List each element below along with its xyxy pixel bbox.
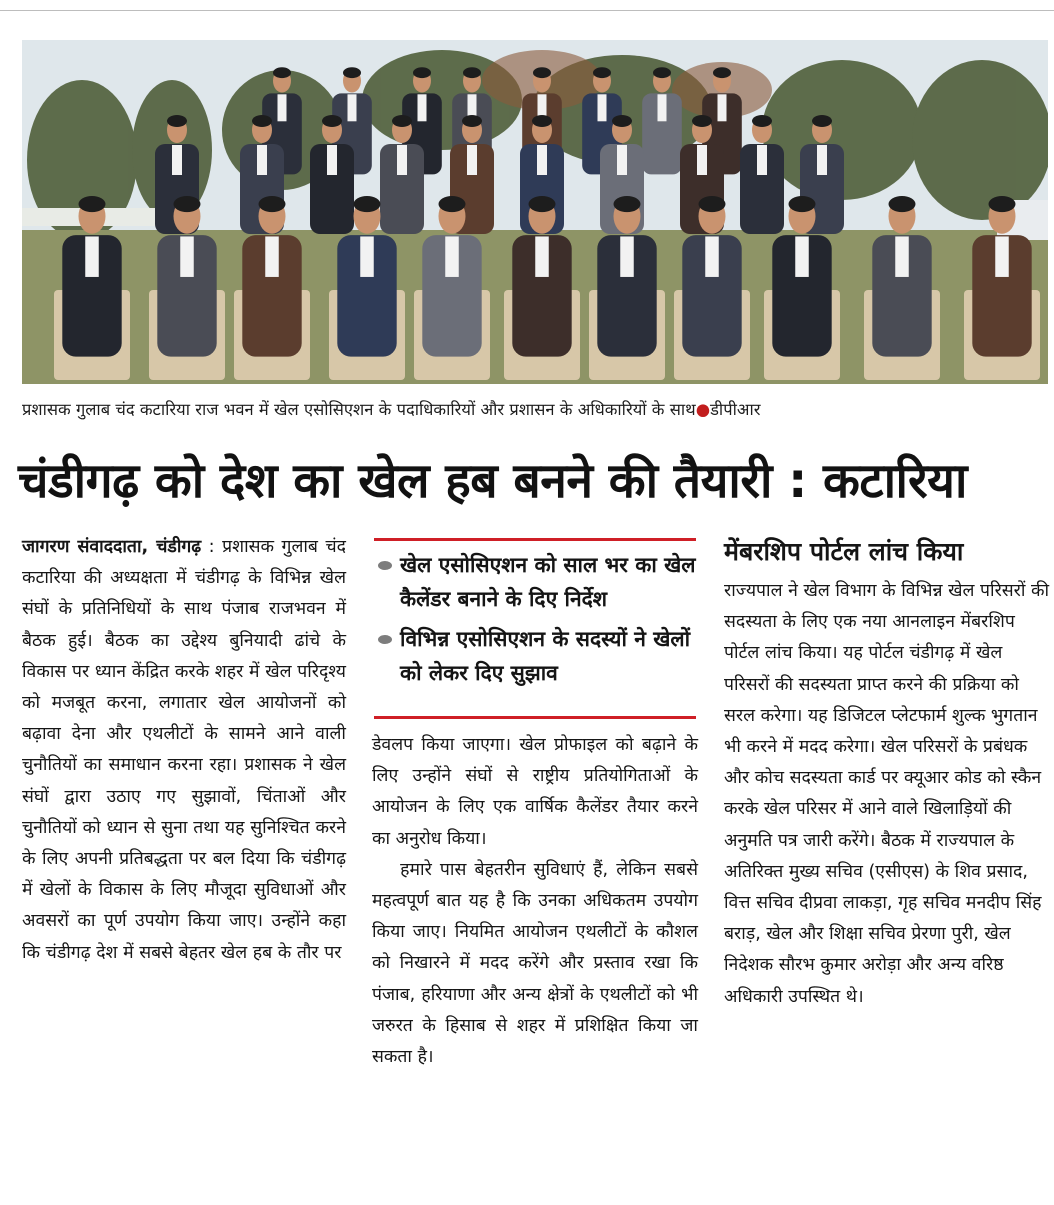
highlight-item <box>374 548 698 616</box>
column-2-paragraph-2: हमारे पास बेहतरीन सुविधाएं हैं, लेकिन सबसे महत्वपूर्ण बात यह है कि उनका अधिकतम उपयोग किया जाए। नियमित आयोजन एथलीटों के कौशल को निखारने में मदद करेंगे और प्रस्ताव रखा कि पंजाब, हरियाणा और अन्य क्षेत्रों के एथलीटों को भी जरुरत के हिसाब से शहर में प्रशिक्षित किया जा सकता है। <box>372 859 698 1068</box>
highlights-bottom-rule <box>374 716 696 719</box>
article-column-3 <box>724 576 1050 1013</box>
caption-bullet-icon: ● <box>695 400 711 419</box>
caption-text: प्रशासक गुलाब चंद कटारिया राज भवन में खेल एसोसिएशन के पदाधिकारियों और प्रशासन के अधिकारियों के साथ <box>22 400 696 419</box>
article-column-2 <box>372 730 698 1073</box>
group-photo-illustration <box>22 40 1048 384</box>
headline: चंडीगढ़ को देश का खेल हब बनने की तैयारी : कटारिया <box>18 453 967 509</box>
column-2-paragraph-1: डेवलप किया जाएगा। खेल प्रोफाइल को बढ़ाने के लिए उन्होंने संघों से राष्ट्रीय प्रतियोगिताओं के आयोजन के लिए एक वार्षिक कैलेंडर तैयार करने का अनुरोध किया। <box>372 735 698 849</box>
bullet-icon <box>378 561 392 570</box>
column-1-text: प्रशासक गुलाब चंद कटारिया की अध्यक्षता में चंडीगढ़ के विभिन्न खेल संघों के प्रतिनिधियों के साथ पंजाब राजभवन में बैठक हुई। बैठक का उद्देश्य बुनियादी ढांचे के विकास पर ध्यान केंद्रित करके शहर में खेल परिदृश्य को मजबूत करना, लगातार खेल आयोजनों को बढ़ावा देना और एथलीटों के सामने आने वाली चुनौतियों का समाधान करना रहा। प्रशासक ने खेल संघों द्वारा उठाए गए सुझावों, चिंताओं और चुनौतियों को ध्यान से सुना तथा यह सुनिश्चित करने के लिए अपनी प्रतिबद्धता पर बल दिया कि चंडीगढ़ में खेलों के विकास के लिए मौजूदा सुविधाओं और अवसरों का पूर्ण उपयोग किया जाए। उन्होंने कहा कि चंडीगढ़ देश में सबसे बेहतर खेल हब के तौर पर <box>22 537 346 963</box>
article-column-1 <box>22 532 346 969</box>
group-photo <box>22 40 1048 384</box>
top-divider <box>0 10 1054 11</box>
highlight-item <box>374 622 698 690</box>
highlights-box <box>374 548 698 690</box>
highlight-text: विभिन्न एसोसिएशन के सदस्यों ने खेलों को लेकर दिए सुझाव <box>400 627 691 685</box>
highlights-top-rule <box>374 538 696 541</box>
bullet-icon <box>378 635 392 644</box>
photo-credit: डीपीआर <box>710 400 761 419</box>
subheading: मेंबरशिप पोर्टल लांच किया <box>724 537 964 566</box>
byline: जागरण संवाददाता, चंडीगढ़ <box>22 537 202 557</box>
photo-caption <box>22 398 1048 422</box>
highlight-text: खेल एसोसिएशन को साल भर का खेल कैलेंडर बनाने के दिए निर्देश <box>400 553 696 611</box>
column-3-paragraph: राज्यपाल ने खेल विभाग के विभिन्न खेल परिसरों की सदस्यता के लिए एक नया आनलाइन मेंबरशिप पोर्टल लांच किया। यह पोर्टल चंडीगढ़ में खेल परिसरों की सदस्यता प्राप्त करने की प्रक्रिया को सरल करेगा। यह डिजिटल प्लेटफार्म शुल्क भुगतान भी करने में मदद करेगा। खेल परिसरों के प्रबंधक और कोच सदस्यता कार्ड पर क्यूआर कोड को स्कैन करके खेल परिसर में आने वाले खिलाड़ियों की अनुमति पत्र जारी करेंगे। बैठक में राज्यपाल के अतिरिक्त मुख्य सचिव (एसीएस) के शिव प्रसाद, वित्त सचिव दीप्रवा लाकड़ा, गृह सचिव मनदीप सिंह बराड़, खेल और शिक्षा सचिव प्रेरणा पुरी, खेल निदेशक सौरभ कुमार अरोड़ा और अन्य वरिष्ठ अधिकारी उपस्थित थे। <box>724 581 1050 1007</box>
column-1-paragraph: जागरण संवाददाता, चंडीगढ़ : प्रशासक गुलाब चंद कटारिया की अध्यक्षता में चंडीगढ़ के विभिन्न खेल संघों के प्रतिनिधियों के साथ पंजाब राजभवन में बैठक हुई। बैठक का उद्देश्य बुनियादी ढांचे के विकास पर ध्यान केंद्रित करके शहर में खेल परिदृश्य को मजबूत करना, लगातार खेल आयोजनों को बढ़ावा देना और एथलीटों के सामने आने वाली चुनौतियों का समाधान करना रहा। प्रशासक ने खेल संघों द्वारा उठाए गए सुझावों, चिंताओं और चुनौतियों को ध्यान से सुना तथा यह सुनिश्चित करने के लिए अपनी प्रतिबद्धता पर बल दिया कि चंडीगढ़ में खेलों के विकास के लिए मौजूदा सुविधाओं और अवसरों का पूर्ण उपयोग किया जाए। उन्होंने कहा कि चंडीगढ़ देश में सबसे बेहतर खेल हब के तौर पर <box>22 537 346 963</box>
